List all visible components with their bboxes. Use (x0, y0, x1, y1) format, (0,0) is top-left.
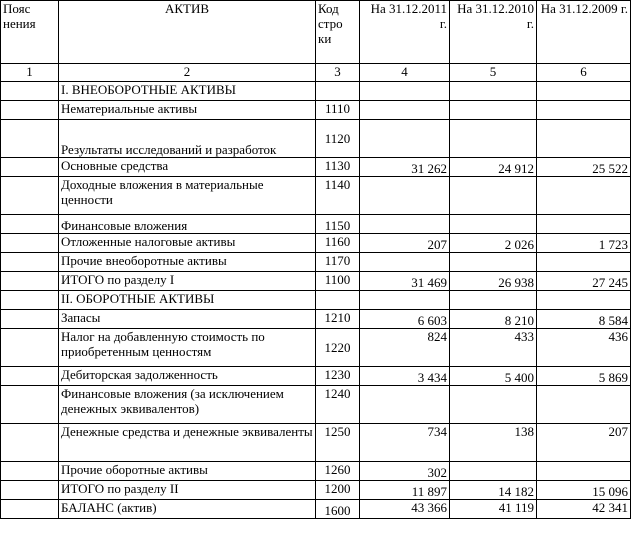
value-2011-cell (360, 120, 450, 158)
asset-name-cell: БАЛАНС (актив) (59, 500, 316, 519)
table-row (1, 310, 631, 329)
value-2011-cell: 31 262 (360, 158, 450, 177)
table-row (1, 386, 631, 424)
value-2011-cell: 824 (360, 329, 450, 367)
value-2010-cell: 24 912 (450, 158, 537, 177)
value-2009-cell (537, 462, 631, 481)
explanation-cell (1, 82, 59, 101)
column-number: 4 (360, 64, 450, 82)
table-row (1, 177, 631, 215)
value-2011-cell: 31 469 (360, 272, 450, 291)
table-row (1, 234, 631, 253)
explanation-cell (1, 481, 59, 500)
table-row (1, 158, 631, 177)
value-2010-cell: 41 119 (450, 500, 537, 519)
asset-name-cell: Прочие внеоборотные активы (59, 253, 316, 272)
value-2009-cell (537, 82, 631, 101)
value-2011-cell: 11 897 (360, 481, 450, 500)
explanation-cell (1, 120, 59, 158)
explanation-cell (1, 329, 59, 367)
value-2009-cell (537, 291, 631, 310)
column-number: 2 (59, 64, 316, 82)
explanation-cell (1, 386, 59, 424)
explanation-cell (1, 253, 59, 272)
table-row (1, 424, 631, 462)
line-code-cell: 1150 (316, 215, 360, 234)
line-code-cell: 1200 (316, 481, 360, 500)
value-2009-cell: 8 584 (537, 310, 631, 329)
value-2009-cell: 15 096 (537, 481, 631, 500)
table-row (1, 481, 631, 500)
value-2010-cell: 8 210 (450, 310, 537, 329)
asset-name-cell: Запасы (59, 310, 316, 329)
value-2009-cell: 25 522 (537, 158, 631, 177)
value-2011-cell: 734 (360, 424, 450, 462)
column-number: 5 (450, 64, 537, 82)
asset-name-cell: I. ВНЕОБОРОТНЫЕ АКТИВЫ (59, 82, 316, 101)
explanation-cell (1, 367, 59, 386)
explanation-cell (1, 158, 59, 177)
value-2011-cell (360, 101, 450, 120)
table-row (1, 101, 631, 120)
line-code-cell: 1240 (316, 386, 360, 424)
asset-name-cell: Основные средства (59, 158, 316, 177)
line-code-cell (316, 82, 360, 101)
explanation-cell (1, 215, 59, 234)
value-2010-cell (450, 177, 537, 215)
value-2010-cell: 14 182 (450, 481, 537, 500)
table-body (1, 82, 631, 519)
header-row (1, 1, 631, 64)
value-2010-cell (450, 253, 537, 272)
asset-name-cell: Отложенные налоговые активы (59, 234, 316, 253)
value-2009-cell: 5 869 (537, 367, 631, 386)
header-code: Код стро ки (316, 1, 360, 64)
value-2010-cell: 2 026 (450, 234, 537, 253)
table-row (1, 272, 631, 291)
asset-name-cell: Доходные вложения в материальные ценности (59, 177, 316, 215)
value-2009-cell (537, 386, 631, 424)
column-number: 6 (537, 64, 631, 82)
asset-name-cell: Нематериальные активы (59, 101, 316, 120)
table-row (1, 120, 631, 158)
asset-name-cell: ИТОГО по разделу II (59, 481, 316, 500)
table-row (1, 291, 631, 310)
line-code-cell: 1250 (316, 424, 360, 462)
explanation-cell (1, 101, 59, 120)
column-number-row (1, 64, 631, 82)
value-2009-cell (537, 101, 631, 120)
value-2009-cell: 436 (537, 329, 631, 367)
value-2010-cell (450, 120, 537, 158)
line-code-cell: 1110 (316, 101, 360, 120)
value-2011-cell (360, 291, 450, 310)
table-row (1, 253, 631, 272)
explanation-cell (1, 424, 59, 462)
value-2009-cell: 27 245 (537, 272, 631, 291)
explanation-cell (1, 177, 59, 215)
asset-name-cell: Результаты исследований и разработок (59, 120, 316, 158)
value-2010-cell: 433 (450, 329, 537, 367)
value-2010-cell: 26 938 (450, 272, 537, 291)
header-date-2010: На 31.12.2010 г. (450, 1, 537, 64)
value-2011-cell (360, 386, 450, 424)
line-code-cell: 1140 (316, 177, 360, 215)
value-2011-cell (360, 215, 450, 234)
explanation-cell (1, 291, 59, 310)
asset-name-cell: Прочие оборотные активы (59, 462, 316, 481)
value-2011-cell (360, 177, 450, 215)
explanation-cell (1, 462, 59, 481)
table-row (1, 215, 631, 234)
line-code-cell: 1230 (316, 367, 360, 386)
value-2011-cell: 302 (360, 462, 450, 481)
explanation-cell (1, 272, 59, 291)
value-2010-cell (450, 82, 537, 101)
line-code-cell: 1600 (316, 500, 360, 519)
asset-name-cell: II. ОБОРОТНЫЕ АКТИВЫ (59, 291, 316, 310)
header-date-2009: На 31.12.2009 г. (537, 1, 631, 64)
value-2011-cell: 207 (360, 234, 450, 253)
header-asset: АКТИВ (59, 1, 316, 64)
explanation-cell (1, 310, 59, 329)
value-2011-cell (360, 82, 450, 101)
line-code-cell: 1120 (316, 120, 360, 158)
line-code-cell: 1260 (316, 462, 360, 481)
table-row (1, 329, 631, 367)
value-2009-cell (537, 215, 631, 234)
asset-name-cell: Налог на добавленную стоимость по приобретенным ценностям (59, 329, 316, 367)
value-2011-cell (360, 253, 450, 272)
line-code-cell (316, 291, 360, 310)
line-code-cell: 1170 (316, 253, 360, 272)
asset-name-cell: ИТОГО по разделу I (59, 272, 316, 291)
line-code-cell: 1210 (316, 310, 360, 329)
value-2010-cell (450, 101, 537, 120)
asset-name-cell: Дебиторская задолженность (59, 367, 316, 386)
value-2009-cell (537, 253, 631, 272)
explanation-cell (1, 234, 59, 253)
value-2010-cell (450, 291, 537, 310)
column-number: 3 (316, 64, 360, 82)
value-2010-cell: 5 400 (450, 367, 537, 386)
value-2011-cell: 6 603 (360, 310, 450, 329)
asset-name-cell: Финансовые вложения (59, 215, 316, 234)
header-date-2011: На 31.12.2011 г. (360, 1, 450, 64)
value-2011-cell: 3 434 (360, 367, 450, 386)
asset-name-cell: Финансовые вложения (за исключением денежных эквивалентов) (59, 386, 316, 424)
line-code-cell: 1130 (316, 158, 360, 177)
value-2009-cell (537, 177, 631, 215)
line-code-cell: 1220 (316, 329, 360, 367)
value-2010-cell (450, 215, 537, 234)
table-row (1, 82, 631, 101)
value-2011-cell: 43 366 (360, 500, 450, 519)
value-2009-cell: 207 (537, 424, 631, 462)
asset-name-cell: Денежные средства и денежные эквиваленты (59, 424, 316, 462)
value-2010-cell (450, 386, 537, 424)
header-explanations: Пояс нения (1, 1, 59, 64)
value-2010-cell (450, 462, 537, 481)
explanation-cell (1, 500, 59, 519)
column-number: 1 (1, 64, 59, 82)
value-2009-cell: 1 723 (537, 234, 631, 253)
table-row (1, 500, 631, 519)
line-code-cell: 1160 (316, 234, 360, 253)
value-2010-cell: 138 (450, 424, 537, 462)
line-code-cell: 1100 (316, 272, 360, 291)
table-row (1, 367, 631, 386)
value-2009-cell: 42 341 (537, 500, 631, 519)
value-2009-cell (537, 120, 631, 158)
table-row (1, 462, 631, 481)
